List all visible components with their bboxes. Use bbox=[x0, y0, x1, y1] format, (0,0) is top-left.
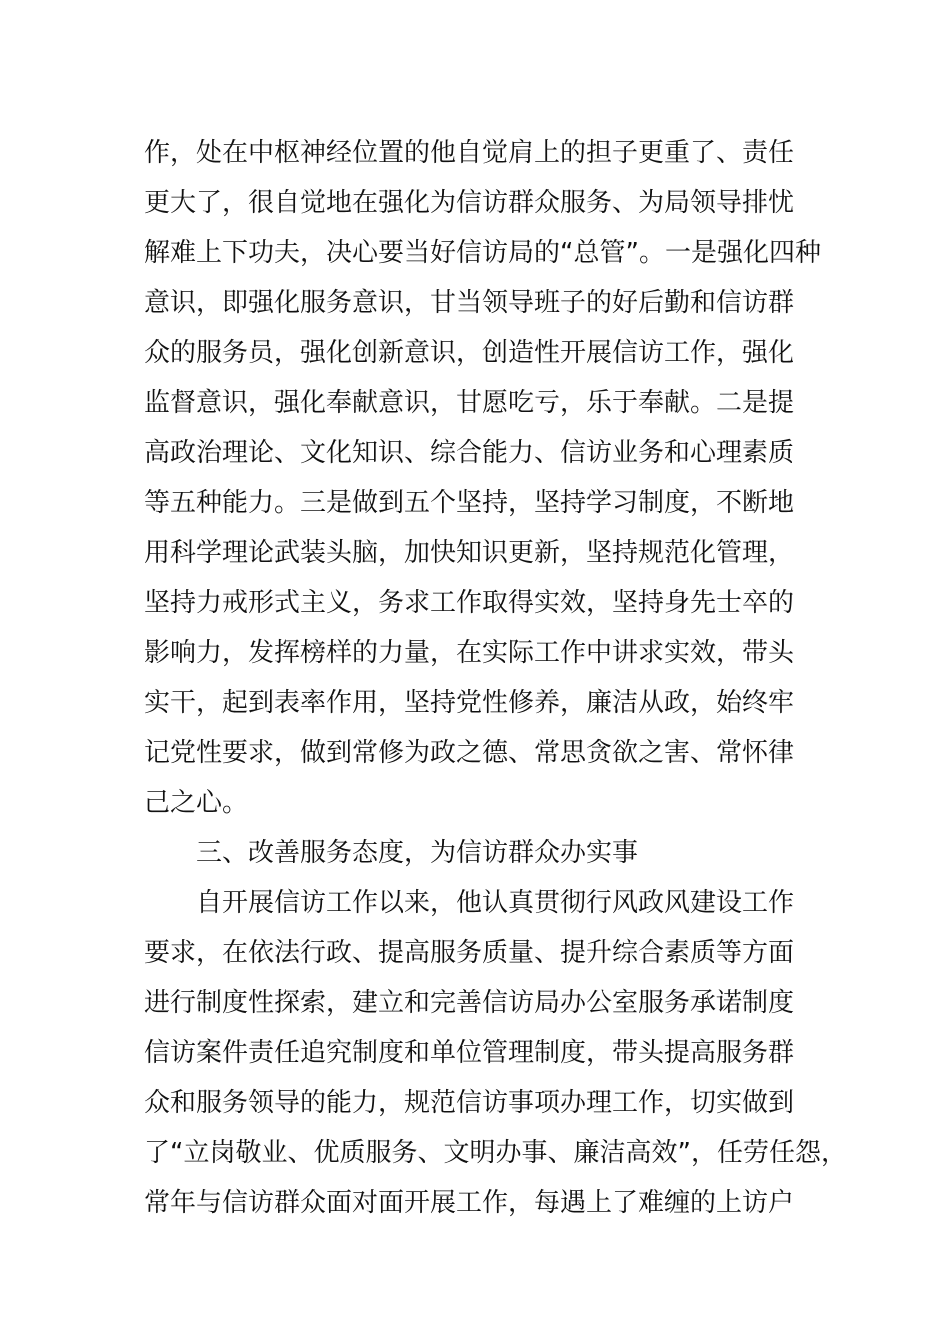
text-line: 高政治理论、文化知识、综合能力、信访业务和心理素质 bbox=[144, 438, 795, 468]
text-line: 众的服务员，强化创新意识，创造性开展信访工作，强化 bbox=[144, 338, 795, 368]
text-line: 记党性要求，做到常修为政之德、常思贪欲之害、常怀律 bbox=[144, 738, 795, 768]
text-line: 要求，在依法行政、提高服务质量、提升综合素质等方面 bbox=[144, 938, 795, 968]
text-line: 进行制度性探索，建立和完善信访局办公室服务承诺制度 bbox=[144, 988, 795, 1018]
text-line: 坚持力戒形式主义，务求工作取得实效，坚持身先士卒的 bbox=[144, 588, 795, 618]
text-line: 实干，起到表率作用，坚持党性修养，廉洁从政，始终牢 bbox=[144, 688, 795, 718]
text-line: 解难上下功夫，决心要当好信访局的“总管”。一是强化四种 bbox=[144, 238, 821, 268]
text-line: 信访案件责任追究制度和单位管理制度，带头提高服务群 bbox=[144, 1038, 795, 1068]
text-line: 常年与信访群众面对面开展工作，每遇上了难缠的上访户 bbox=[144, 1188, 795, 1218]
text-line: 更大了，很自觉地在强化为信访群众服务、为局领导排忧 bbox=[144, 188, 795, 218]
text-line: 等五种能力。三是做到五个坚持，坚持学习制度，不断地 bbox=[144, 488, 795, 518]
paragraph-first-line: 自开展信访工作以来，他认真贯彻行风政风建设工作 bbox=[196, 888, 795, 918]
text-line: 意识，即强化服务意识，甘当领导班子的好后勤和信访群 bbox=[144, 288, 795, 318]
text-line: 监督意识，强化奉献意识，甘愿吃亏，乐于奉献。二是提 bbox=[144, 388, 795, 418]
text-line: 众和服务领导的能力，规范信访事项办理工作，切实做到 bbox=[144, 1088, 795, 1118]
body-text bbox=[144, 128, 847, 1228]
text-line: 了“立岗敬业、优质服务、文明办事、廉洁高效”，任劳任怨， bbox=[144, 1138, 847, 1168]
text-line: 影响力，发挥榜样的力量，在实际工作中讲求实效，带头 bbox=[144, 638, 795, 668]
text-line: 用科学理论武装头脑，加快知识更新，坚持规范化管理， bbox=[144, 538, 795, 568]
text-line: 己之心。 bbox=[144, 788, 249, 818]
text-line: 作，处在中枢神经位置的他自觉肩上的担子更重了、责任 bbox=[144, 138, 795, 168]
section-heading: 三、改善服务态度，为信访群众办实事 bbox=[196, 838, 639, 868]
